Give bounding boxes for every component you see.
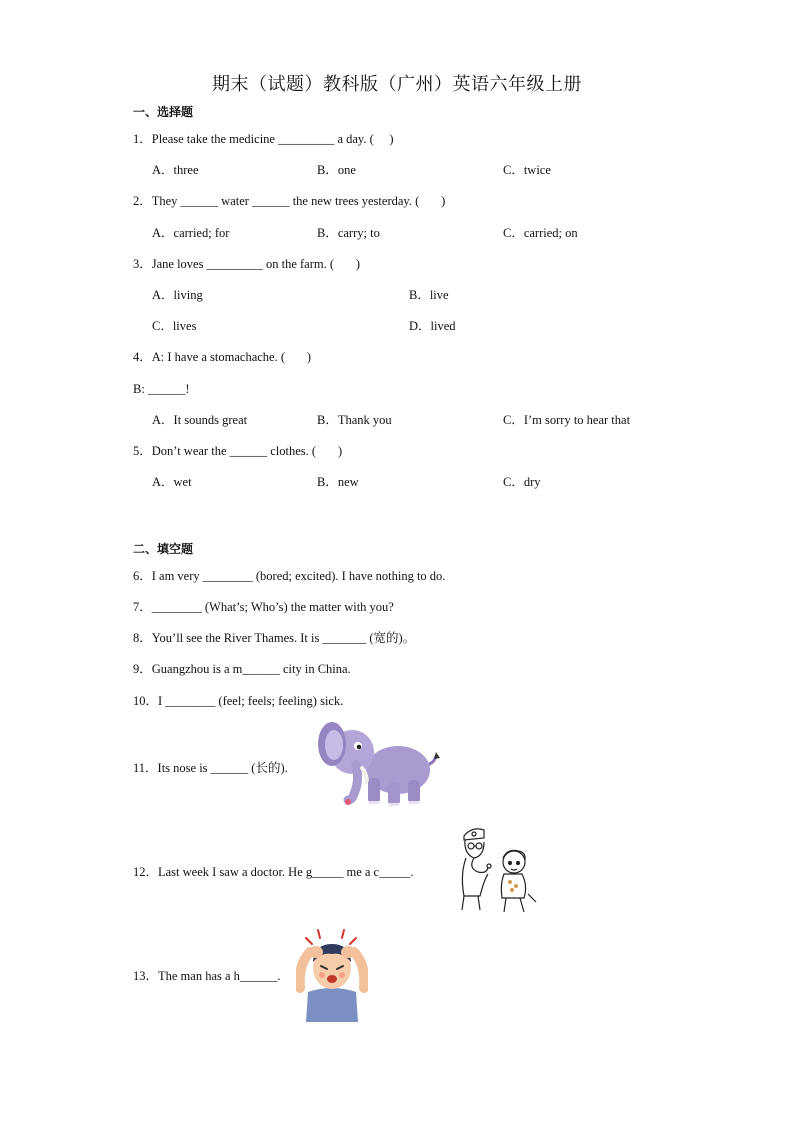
question-10: 10．I ________ (feel; feels; feeling) sick. [133, 694, 344, 708]
question-5-option-c: C．dry [503, 475, 541, 489]
question-3-option-b: B．live [409, 288, 449, 302]
question-7: 7．________ (What’s; Who’s) the matter with you? [133, 600, 394, 614]
question-1-option-c: C．twice [503, 163, 551, 177]
question-5-option-a: A．wet [152, 475, 192, 489]
section-heading-choice: 一、选择题 [133, 105, 194, 119]
question-8: 8．You’ll see the River Thames. It is _______ (宽的)。 [133, 631, 416, 645]
section-heading-fill-in: 二、填空题 [133, 542, 194, 556]
question-13: 13．The man has a h______. [133, 969, 281, 983]
question-4-option-b: B．Thank you [317, 413, 392, 427]
question-2-option-a: A．carried; for [152, 226, 230, 240]
question-3-option-c: C．lives [152, 319, 197, 333]
question-12: 12．Last week I saw a doctor. He g_____ me a c_____. [133, 865, 414, 879]
question-1-option-b: B．one [317, 163, 356, 177]
question-2-option-b: B．carry; to [317, 226, 380, 240]
question-4-stem: 4．A: I have a stomachache. ( ) [133, 350, 312, 364]
question-6: 6．I am very ________ (bored; excited). I have nothing to do. [133, 569, 446, 583]
question-11: 11．Its nose is ______ (长的). [133, 761, 288, 775]
question-9: 9．Guangzhou is a m______ city in China. [133, 662, 351, 676]
question-1-stem: 1．Please take the medicine _________ a day. ( ) [133, 132, 394, 146]
question-2-option-c: C．carried; on [503, 226, 578, 240]
question-3-option-d: D．lived [409, 319, 456, 333]
question-5-stem: 5．Don’t wear the ______ clothes. ( ) [133, 444, 343, 458]
page-title: 期末（试题）教科版（广州）英语六年级上册 [212, 74, 582, 95]
question-4-option-a: A．It sounds great [152, 413, 248, 427]
question-2-stem: 2．They ______ water ______ the new trees yesterday. ( ) [133, 194, 446, 208]
question-4-reply-line: B: ______! [133, 382, 190, 396]
question-3-option-a: A．living [152, 288, 203, 302]
doctor-and-boy-illustration [458, 824, 538, 916]
headache-man-illustration [296, 928, 368, 1022]
question-4-option-c: C．I’m sorry to hear that [503, 413, 631, 427]
question-5-option-b: B．new [317, 475, 359, 489]
question-1-option-a: A．three [152, 163, 199, 177]
elephant-illustration [316, 718, 446, 813]
question-3-stem: 3．Jane loves _________ on the farm. ( ) [133, 257, 361, 271]
